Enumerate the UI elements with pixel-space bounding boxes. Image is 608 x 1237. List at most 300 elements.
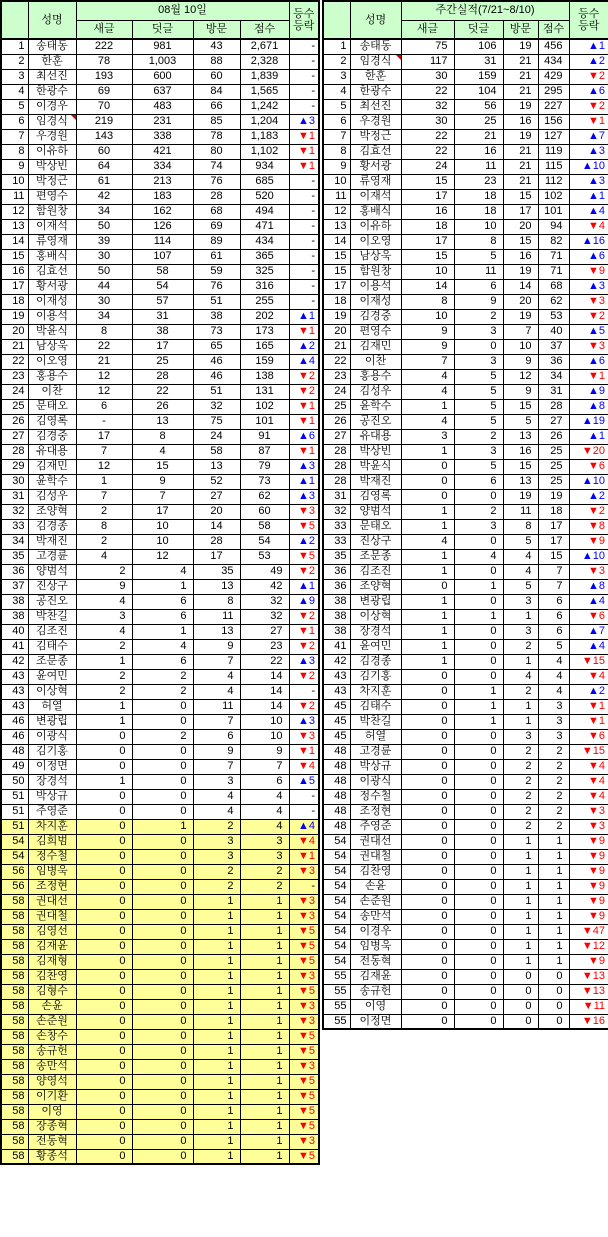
visits-cell[interactable]: 46	[193, 354, 240, 369]
name-cell[interactable]: 주영준	[350, 819, 401, 834]
rank-cell[interactable]: 4	[323, 84, 350, 99]
rank-change-cell[interactable]	[569, 174, 608, 189]
rank-change-cell[interactable]: -	[289, 204, 319, 219]
comments-cell[interactable]: 1	[454, 684, 503, 699]
comments-cell[interactable]: 0	[454, 534, 503, 549]
rank-cell[interactable]: 26	[323, 414, 350, 429]
comments-cell[interactable]: 54	[132, 279, 193, 294]
visits-cell[interactable]: 59	[193, 264, 240, 279]
comments-cell[interactable]: 0	[132, 939, 193, 954]
rank-cell[interactable]: 54	[323, 954, 350, 969]
name-cell[interactable]: 이상혁	[350, 609, 401, 624]
visits-cell[interactable]: 1	[503, 894, 538, 909]
rank-change-cell[interactable]: -	[289, 84, 319, 99]
rank-cell[interactable]: 16	[1, 264, 28, 279]
rank-change-cell[interactable]	[569, 984, 608, 999]
rank-change-cell[interactable]	[569, 309, 608, 324]
score-cell[interactable]: 1	[538, 909, 569, 924]
new-posts-cell[interactable]: 0	[401, 489, 454, 504]
name-cell[interactable]: 윤여민	[350, 639, 401, 654]
rank-change-cell[interactable]	[289, 159, 319, 174]
score-cell[interactable]: 0	[538, 1014, 569, 1029]
comments-cell[interactable]: 213	[132, 174, 193, 189]
corner-blank-cell[interactable]	[1, 1, 28, 39]
visits-cell[interactable]: 3	[193, 774, 240, 789]
name-cell[interactable]: 이찬	[350, 354, 401, 369]
name-cell[interactable]: 김재형	[28, 954, 76, 969]
name-cell[interactable]: 김재윤	[350, 969, 401, 984]
name-cell[interactable]: 윤여민	[28, 669, 76, 684]
name-cell[interactable]: 박정근	[28, 174, 76, 189]
new-posts-cell[interactable]: 64	[76, 159, 132, 174]
name-cell[interactable]: 유대용	[350, 429, 401, 444]
comments-cell[interactable]: 2	[132, 669, 193, 684]
score-cell[interactable]: 325	[240, 264, 289, 279]
rank-change-cell[interactable]	[569, 549, 608, 564]
visits-cell[interactable]: 9	[193, 744, 240, 759]
rank-cell[interactable]: 33	[323, 519, 350, 534]
rank-change-cell[interactable]	[289, 954, 319, 969]
rank-cell[interactable]: 3	[1, 69, 28, 84]
visits-cell[interactable]: 61	[193, 249, 240, 264]
new-posts-cell[interactable]: 0	[76, 924, 132, 939]
rank-cell[interactable]: 25	[1, 399, 28, 414]
score-cell[interactable]: 2,328	[240, 54, 289, 69]
name-cell[interactable]: 박재진	[28, 534, 76, 549]
comments-cell[interactable]: 0	[132, 1089, 193, 1104]
rank-change-cell[interactable]	[569, 654, 608, 669]
score-cell[interactable]: 18	[538, 504, 569, 519]
visits-cell[interactable]: 19	[503, 99, 538, 114]
name-cell[interactable]: 김효선	[350, 144, 401, 159]
visits-cell[interactable]: 16	[503, 114, 538, 129]
name-cell[interactable]: 권대선	[350, 834, 401, 849]
rank-change-cell[interactable]	[569, 759, 608, 774]
new-posts-cell[interactable]: 7	[76, 444, 132, 459]
name-cell[interactable]: 한광수	[350, 84, 401, 99]
corner-blank-cell[interactable]	[323, 1, 350, 39]
rank-cell[interactable]: 32	[323, 504, 350, 519]
rank-cell[interactable]: 27	[323, 429, 350, 444]
score-cell[interactable]: 1	[240, 999, 289, 1014]
rank-cell[interactable]: 48	[1, 744, 28, 759]
score-cell[interactable]: 1,183	[240, 129, 289, 144]
name-cell[interactable]: 홍배식	[350, 204, 401, 219]
visits-cell[interactable]: 0	[503, 969, 538, 984]
new-posts-cell[interactable]: 2	[76, 684, 132, 699]
visits-cell[interactable]: 3	[193, 834, 240, 849]
rank-cell[interactable]: 54	[1, 849, 28, 864]
new-posts-cell[interactable]: 0	[401, 864, 454, 879]
new-posts-cell[interactable]: 50	[76, 264, 132, 279]
score-cell[interactable]: 27	[240, 624, 289, 639]
comments-cell[interactable]: 0	[132, 1119, 193, 1134]
comments-cell[interactable]: 23	[454, 174, 503, 189]
rank-cell[interactable]: 45	[323, 699, 350, 714]
rank-change-cell[interactable]	[289, 429, 319, 444]
visits-cell[interactable]: 3	[503, 624, 538, 639]
comments-cell[interactable]: 10	[132, 519, 193, 534]
rank-cell[interactable]: 38	[323, 609, 350, 624]
visits-cell[interactable]: 9	[193, 639, 240, 654]
name-cell[interactable]: 김태수	[350, 699, 401, 714]
new-posts-cell[interactable]: 21	[76, 354, 132, 369]
name-cell[interactable]: 편영수	[350, 324, 401, 339]
visits-cell[interactable]: 66	[193, 99, 240, 114]
name-cell[interactable]: 윤학수	[28, 474, 76, 489]
visits-cell[interactable]: 12	[503, 369, 538, 384]
visits-cell[interactable]: 2	[503, 819, 538, 834]
new-posts-cell[interactable]: 17	[401, 234, 454, 249]
rank-change-cell[interactable]	[569, 519, 608, 534]
comments-cell[interactable]: 8	[454, 234, 503, 249]
new-posts-cell[interactable]: 0	[401, 969, 454, 984]
score-cell[interactable]: 1	[240, 1134, 289, 1149]
rank-change-cell[interactable]: -	[289, 174, 319, 189]
score-cell[interactable]: 4	[240, 819, 289, 834]
score-cell[interactable]: 2	[538, 744, 569, 759]
rank-cell[interactable]: 33	[1, 519, 28, 534]
new-posts-cell[interactable]: 61	[76, 174, 132, 189]
rank-change-cell[interactable]	[569, 489, 608, 504]
new-posts-cell[interactable]: 0	[401, 1014, 454, 1029]
name-cell[interactable]: 윤학수	[350, 399, 401, 414]
visits-cell[interactable]: 51	[193, 294, 240, 309]
score-cell[interactable]: 2	[538, 819, 569, 834]
visits-cell[interactable]: 1	[503, 834, 538, 849]
rank-cell[interactable]: 14	[1, 234, 28, 249]
name-cell[interactable]: 고경륜	[28, 549, 76, 564]
rank-cell[interactable]: 49	[1, 759, 28, 774]
visits-cell[interactable]: 7	[193, 654, 240, 669]
new-posts-cell[interactable]: 10	[401, 264, 454, 279]
visits-cell[interactable]: 1	[503, 909, 538, 924]
rank-change-cell[interactable]	[569, 834, 608, 849]
score-cell[interactable]: 202	[240, 309, 289, 324]
visits-cell[interactable]: 1	[193, 894, 240, 909]
rank-change-cell[interactable]	[569, 819, 608, 834]
new-posts-cell[interactable]: 0	[76, 834, 132, 849]
new-posts-cell[interactable]: 9	[401, 339, 454, 354]
score-cell[interactable]: 58	[240, 519, 289, 534]
score-cell[interactable]: 434	[240, 234, 289, 249]
name-cell[interactable]: 김기홍	[28, 744, 76, 759]
comments-cell[interactable]: 231	[132, 114, 193, 129]
visits-cell[interactable]: 4	[193, 789, 240, 804]
rank-change-cell[interactable]: -	[289, 684, 319, 699]
score-cell[interactable]: 365	[240, 249, 289, 264]
visits-cell[interactable]: 2	[503, 774, 538, 789]
new-posts-cell[interactable]: 2	[76, 504, 132, 519]
rank-cell[interactable]: 58	[1, 1134, 28, 1149]
comments-cell[interactable]: 5	[454, 369, 503, 384]
name-cell[interactable]: 이경우	[28, 99, 76, 114]
rank-change-cell[interactable]	[569, 219, 608, 234]
rank-cell[interactable]: 54	[323, 894, 350, 909]
comments-cell[interactable]: 6	[132, 609, 193, 624]
daily-title[interactable]: 08월 10일	[76, 1, 289, 20]
score-cell[interactable]: 227	[538, 99, 569, 114]
comments-cell[interactable]: 159	[454, 69, 503, 84]
name-cell[interactable]: 공진오	[28, 594, 76, 609]
rank-change-cell[interactable]	[289, 1029, 319, 1044]
rank-change-cell[interactable]	[569, 129, 608, 144]
comments-cell[interactable]: 17	[132, 504, 193, 519]
name-cell[interactable]: 김영록	[28, 414, 76, 429]
comments-cell[interactable]: 15	[132, 459, 193, 474]
score-header[interactable]: 점수	[538, 20, 569, 39]
visits-cell[interactable]: 38	[193, 309, 240, 324]
rank-cell[interactable]: 38	[323, 624, 350, 639]
visits-cell[interactable]: 58	[193, 444, 240, 459]
rank-change-cell[interactable]	[569, 339, 608, 354]
name-cell[interactable]: 이찬	[28, 384, 76, 399]
rank-change-cell[interactable]	[289, 834, 319, 849]
score-cell[interactable]: 19	[538, 489, 569, 504]
name-cell[interactable]: 김영록	[350, 489, 401, 504]
comments-cell[interactable]: 0	[132, 1134, 193, 1149]
comments-cell[interactable]: 18	[454, 189, 503, 204]
rank-cell[interactable]: 38	[323, 594, 350, 609]
comments-cell[interactable]: 0	[454, 909, 503, 924]
comments-cell[interactable]: 0	[132, 804, 193, 819]
rank-cell[interactable]: 21	[1, 339, 28, 354]
new-posts-cell[interactable]: 0	[401, 819, 454, 834]
new-posts-cell[interactable]: 1	[76, 654, 132, 669]
new-posts-cell[interactable]: 30	[76, 249, 132, 264]
visits-cell[interactable]: 15	[503, 234, 538, 249]
name-cell[interactable]: 김성우	[28, 489, 76, 504]
rank-cell[interactable]: 20	[1, 324, 28, 339]
new-posts-cell[interactable]: 1	[401, 519, 454, 534]
rank-cell[interactable]: 12	[323, 204, 350, 219]
rank-change-cell[interactable]	[289, 369, 319, 384]
rank-change-cell[interactable]	[289, 354, 319, 369]
rank-cell[interactable]: 31	[323, 489, 350, 504]
rank-change-cell[interactable]	[289, 324, 319, 339]
new-posts-cell[interactable]: 8	[76, 324, 132, 339]
new-posts-cell[interactable]: 0	[401, 729, 454, 744]
comments-cell[interactable]: 1	[454, 699, 503, 714]
visits-cell[interactable]: 1	[503, 924, 538, 939]
rank-change-cell[interactable]	[289, 594, 319, 609]
score-cell[interactable]: 17	[538, 534, 569, 549]
new-posts-cell[interactable]: 14	[401, 279, 454, 294]
visits-cell[interactable]: 10	[503, 339, 538, 354]
visits-cell[interactable]: 6	[193, 729, 240, 744]
new-posts-cell[interactable]: 12	[76, 384, 132, 399]
rank-change-cell[interactable]	[569, 699, 608, 714]
rank-change-cell[interactable]	[289, 909, 319, 924]
comments-cell[interactable]: 2	[454, 309, 503, 324]
visits-cell[interactable]: 1	[193, 1044, 240, 1059]
name-cell[interactable]: 황서광	[28, 279, 76, 294]
rank-change-cell[interactable]	[289, 459, 319, 474]
comments-cell[interactable]: 10	[132, 534, 193, 549]
score-cell[interactable]: 4	[538, 669, 569, 684]
new-posts-cell[interactable]: 219	[76, 114, 132, 129]
score-cell[interactable]: 9	[240, 744, 289, 759]
new-posts-cell[interactable]: 0	[76, 879, 132, 894]
visits-cell[interactable]: 0	[503, 984, 538, 999]
rank-cell[interactable]: 48	[323, 819, 350, 834]
visits-cell[interactable]: 2	[193, 864, 240, 879]
comments-cell[interactable]: 2	[454, 429, 503, 444]
name-cell[interactable]: 이광식	[350, 774, 401, 789]
score-cell[interactable]: 3	[240, 849, 289, 864]
score-cell[interactable]: 1	[240, 894, 289, 909]
visits-cell[interactable]: 1	[193, 954, 240, 969]
comments-cell[interactable]: 107	[132, 249, 193, 264]
comments-cell[interactable]: 0	[454, 774, 503, 789]
comments-cell[interactable]: 5	[454, 459, 503, 474]
rank-cell[interactable]: 43	[1, 669, 28, 684]
comments-cell[interactable]: 4	[454, 549, 503, 564]
name-cell[interactable]: 이상혁	[28, 684, 76, 699]
name-cell[interactable]: 양범석	[28, 564, 76, 579]
name-cell[interactable]: 홍용수	[28, 369, 76, 384]
comments-cell[interactable]: 0	[132, 834, 193, 849]
rank-change-cell[interactable]	[289, 564, 319, 579]
rank-cell[interactable]: 48	[323, 744, 350, 759]
score-cell[interactable]: 32	[240, 594, 289, 609]
new-posts-cell[interactable]: 60	[76, 144, 132, 159]
name-cell[interactable]: 전동혁	[350, 954, 401, 969]
visits-cell[interactable]: 16	[503, 444, 538, 459]
rank-change-cell[interactable]: -	[289, 249, 319, 264]
rank-change-cell[interactable]	[289, 774, 319, 789]
rank-change-cell[interactable]	[569, 849, 608, 864]
score-cell[interactable]: 1	[240, 1089, 289, 1104]
rank-change-cell[interactable]	[289, 759, 319, 774]
rank-change-cell[interactable]	[289, 549, 319, 564]
rank-change-cell[interactable]	[289, 144, 319, 159]
new-posts-cell[interactable]: 0	[76, 729, 132, 744]
name-cell[interactable]: 양범석	[350, 504, 401, 519]
rank-change-cell[interactable]	[289, 624, 319, 639]
rank-cell[interactable]: 6	[323, 114, 350, 129]
name-cell[interactable]: 권대선	[28, 894, 76, 909]
score-cell[interactable]: 94	[538, 219, 569, 234]
rank-cell[interactable]: 19	[1, 309, 28, 324]
rank-cell[interactable]: 54	[323, 864, 350, 879]
score-cell[interactable]: 25	[538, 474, 569, 489]
new-posts-cell[interactable]: 1	[76, 474, 132, 489]
score-cell[interactable]: 49	[240, 564, 289, 579]
comments-cell[interactable]: 0	[132, 1014, 193, 1029]
score-cell[interactable]: 0	[538, 984, 569, 999]
name-cell[interactable]: 공진오	[350, 414, 401, 429]
new-posts-cell[interactable]: 24	[401, 159, 454, 174]
rank-cell[interactable]: 5	[1, 99, 28, 114]
name-cell[interactable]: 김경중	[28, 429, 76, 444]
name-cell[interactable]: 김찬영	[350, 864, 401, 879]
new-posts-cell[interactable]: 70	[76, 99, 132, 114]
visits-cell[interactable]: 15	[503, 189, 538, 204]
rank-change-cell[interactable]	[289, 534, 319, 549]
score-cell[interactable]: 127	[538, 129, 569, 144]
rank-cell[interactable]: 36	[323, 579, 350, 594]
rank-cell[interactable]: 28	[1, 444, 28, 459]
comments-header[interactable]: 덧글	[454, 20, 503, 39]
rank-cell[interactable]: 33	[323, 534, 350, 549]
comments-cell[interactable]: 18	[454, 204, 503, 219]
comments-cell[interactable]: 0	[132, 789, 193, 804]
new-posts-cell[interactable]: 1	[76, 774, 132, 789]
rank-change-cell[interactable]	[569, 294, 608, 309]
score-cell[interactable]: 1	[240, 1119, 289, 1134]
rank-change-cell[interactable]	[289, 129, 319, 144]
visits-cell[interactable]: 19	[503, 39, 538, 54]
comments-cell[interactable]: 0	[454, 654, 503, 669]
rank-cell[interactable]: 24	[323, 384, 350, 399]
rank-cell[interactable]: 58	[1, 1014, 28, 1029]
name-cell[interactable]: 송만석	[28, 1059, 76, 1074]
visits-cell[interactable]: 8	[503, 519, 538, 534]
new-posts-cell[interactable]: -	[76, 414, 132, 429]
visits-cell[interactable]: 1	[193, 1119, 240, 1134]
score-cell[interactable]: 7	[538, 564, 569, 579]
rank-change-cell[interactable]	[569, 234, 608, 249]
new-posts-cell[interactable]: 1	[401, 609, 454, 624]
rank-cell[interactable]: 1	[1, 39, 28, 54]
name-cell[interactable]: 한광수	[28, 84, 76, 99]
name-cell[interactable]: 김성우	[350, 384, 401, 399]
score-cell[interactable]: 87	[240, 444, 289, 459]
visits-cell[interactable]: 28	[193, 189, 240, 204]
name-cell[interactable]: 손윤	[350, 879, 401, 894]
visits-cell[interactable]: 1	[193, 924, 240, 939]
comments-cell[interactable]: 9	[132, 474, 193, 489]
name-cell[interactable]: 손창수	[28, 1029, 76, 1044]
visits-cell[interactable]: 2	[193, 819, 240, 834]
rank-cell[interactable]: 58	[1, 954, 28, 969]
score-cell[interactable]: 15	[538, 549, 569, 564]
score-cell[interactable]: 10	[240, 729, 289, 744]
score-cell[interactable]: 119	[538, 144, 569, 159]
rank-change-cell[interactable]	[289, 669, 319, 684]
rank-cell[interactable]: 54	[323, 924, 350, 939]
name-cell[interactable]: 장종혁	[28, 1119, 76, 1134]
name-cell[interactable]: 이경우	[350, 924, 401, 939]
visits-cell[interactable]: 2	[503, 804, 538, 819]
new-posts-cell[interactable]: 1	[401, 624, 454, 639]
visits-cell[interactable]: 19	[503, 489, 538, 504]
rank-cell[interactable]: 8	[1, 144, 28, 159]
rank-cell[interactable]: 43	[323, 669, 350, 684]
visits-cell[interactable]: 52	[193, 474, 240, 489]
rank-cell[interactable]: 54	[323, 939, 350, 954]
score-cell[interactable]: 14	[240, 684, 289, 699]
rank-change-cell[interactable]	[289, 339, 319, 354]
score-cell[interactable]: 1	[240, 1104, 289, 1119]
visits-cell[interactable]: 21	[503, 69, 538, 84]
comments-cell[interactable]: 12	[132, 549, 193, 564]
visits-cell[interactable]: 4	[503, 564, 538, 579]
new-posts-cell[interactable]: 50	[76, 219, 132, 234]
score-cell[interactable]: 7	[538, 579, 569, 594]
comments-cell[interactable]: 0	[454, 339, 503, 354]
name-cell[interactable]: 허열	[350, 729, 401, 744]
new-posts-cell[interactable]: 4	[401, 534, 454, 549]
score-cell[interactable]: 4	[538, 654, 569, 669]
new-posts-cell[interactable]: 2	[76, 564, 132, 579]
rank-cell[interactable]: 37	[1, 579, 28, 594]
comments-cell[interactable]: 2	[454, 504, 503, 519]
rank-cell[interactable]: 48	[323, 759, 350, 774]
comments-cell[interactable]: 17	[132, 339, 193, 354]
rank-change-cell[interactable]	[569, 279, 608, 294]
